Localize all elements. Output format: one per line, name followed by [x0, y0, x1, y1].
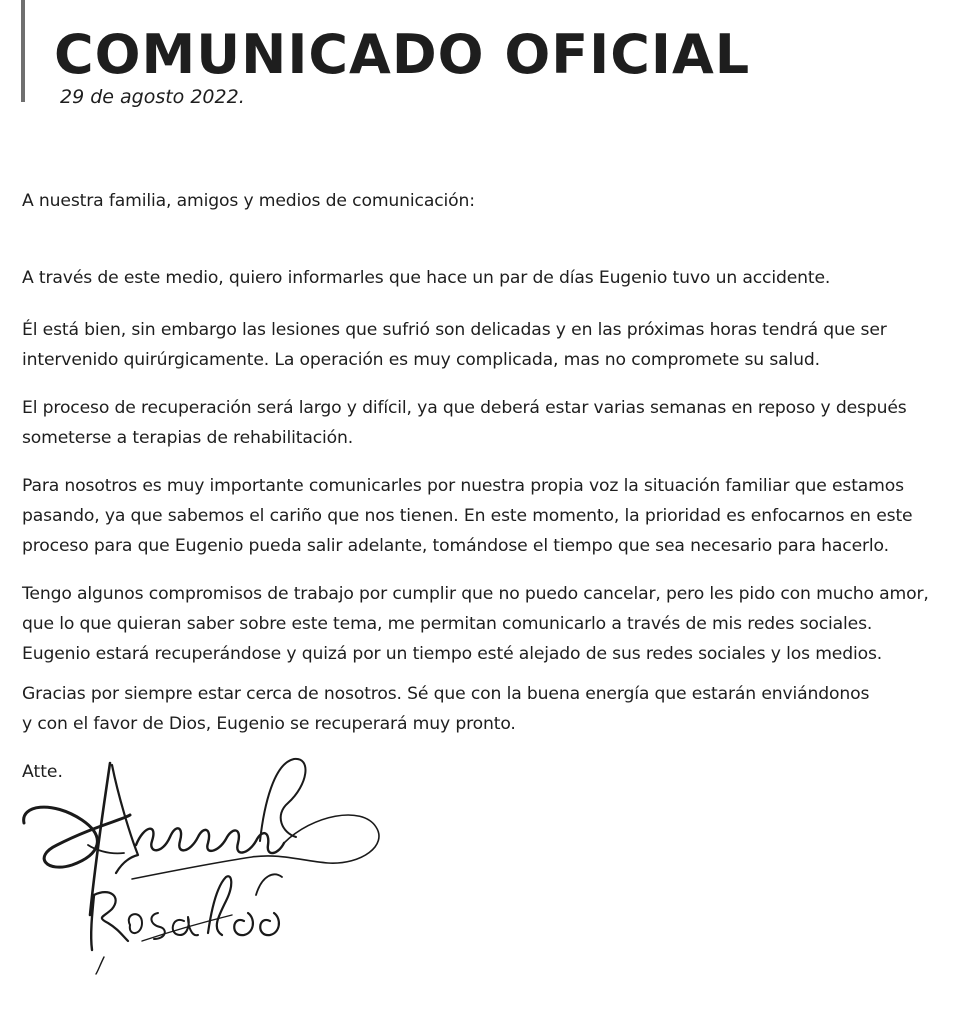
paragraph-line: proceso para que Eugenio pueda salir adelante, tomándose el tiempo que sea necesario para hacerlo. — [22, 536, 889, 556]
letter-greeting — [22, 186, 952, 216]
paragraph-1 — [22, 263, 952, 293]
paragraph-line: pasando, ya que sabemos el cariño que nos tienen. En este momento, la prioridad es enfocarnos en este — [22, 506, 913, 526]
page-title: COMUNICADO OFICIAL — [54, 23, 751, 86]
statement-date: 29 de agosto 2022. — [60, 86, 245, 108]
paragraph-line: someterse a terapias de rehabilitación. — [22, 428, 354, 448]
title-accent-bar — [21, 0, 25, 102]
paragraph-line: El proceso de recuperación será largo y difícil, ya que deberá estar varias semanas en reposo y después — [22, 398, 907, 418]
paragraph-line: Tengo algunos compromisos de trabajo por cumplir que no puedo cancelar, pero les pido con mucho amor, — [22, 584, 929, 604]
paragraph-line: Gracias por siempre estar cerca de nosotros. Sé que con la buena energía que estarán enviándonos — [22, 684, 870, 704]
paragraph-2 — [22, 315, 952, 375]
paragraph-line: que lo que quieran saber sobre este tema, me permitan comunicarlo a través de mis redes sociales. — [22, 614, 873, 634]
paragraph-line: intervenido quirúrgicamente. La operación es muy complicada, mas no compromete su salud. — [22, 350, 820, 370]
paragraph-line: Él está bien, sin embargo las lesiones que sufrió son delicadas y en las próximas horas tendrá que ser — [22, 320, 887, 340]
paragraph-6 — [22, 679, 952, 739]
paragraph-line: y con el favor de Dios, Eugenio se recuperará muy pronto. — [22, 714, 516, 734]
paragraph-3 — [22, 393, 952, 453]
paragraph-line: Para nosotros es muy importante comunicarles por nuestra propia voz la situación familiar que estamos — [22, 476, 904, 496]
paragraph-4 — [22, 471, 952, 561]
paragraph-5 — [22, 579, 952, 669]
greeting-line: A nuestra familia, amigos y medios de comunicación: — [22, 191, 475, 211]
handwritten-signature — [12, 745, 392, 975]
paragraph-line: Eugenio estará recuperándose y quizá por un tiempo esté alejado de sus redes sociales y los medios. — [22, 644, 883, 664]
closing-salutation: Atte. — [22, 762, 63, 782]
paragraph-line: A través de este medio, quiero informarles que hace un par de días Eugenio tuvo un accidente. — [22, 268, 831, 288]
